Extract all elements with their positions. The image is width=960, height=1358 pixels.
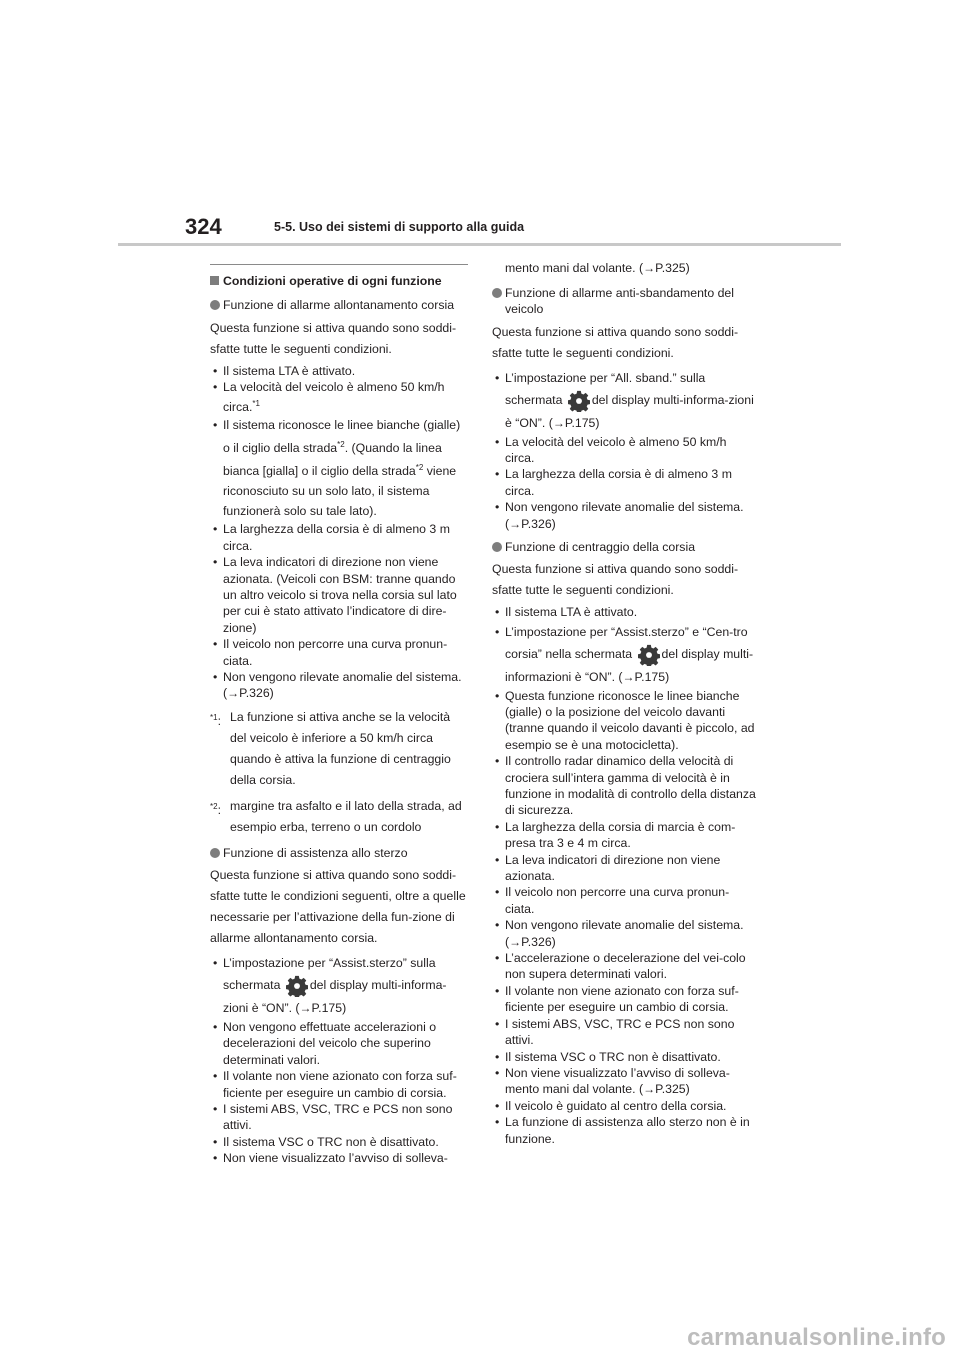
list-item: • La larghezza della corsia è di almeno 3 m circa. [213, 522, 450, 553]
list-item: • Il veicolo non percorre una curva pronun-ciata. [495, 885, 730, 916]
square-bullet-icon [210, 276, 219, 285]
list-item: • Non viene visualizzato l’avviso di solleva- [213, 1151, 448, 1166]
list-item-continued: mento mani dal volante. (→P.325) [505, 261, 690, 275]
gear-icon [638, 644, 660, 666]
list-item: • Il controllo radar dinamico della velocità di crociera sull’intera gamma di velocità è in funzione in modalità di controllo della distanza di sicurezza. [495, 754, 756, 818]
list-item: • L’accelerazione o decelerazione del vei-colo non supera determinati valori. [495, 951, 746, 982]
list-item: • Non viene visualizzato l’avviso di solleva-mento mani dal volante. (→P.325) [495, 1065, 730, 1097]
list-item: • Non vengono rilevate anomalie del sistema. (→P.326) [495, 500, 744, 531]
list-item: • La funzione di assistenza allo sterzo non è in funzione. [495, 1115, 750, 1146]
footnote-2: $^{*2}$: margine tra asfalto e il lato della strada, ad esempio erba, terreno o un cordolo [210, 798, 462, 834]
gear-icon [568, 390, 590, 412]
list-item: • Il sistema VSC o TRC non è disattivato. [213, 1134, 439, 1149]
list-item: • La larghezza della corsia è di almeno 3 m circa. [495, 467, 732, 498]
list-item: • Il sistema VSC o TRC non è disattivato. [495, 1049, 721, 1064]
list-item: • Non vengono rilevate anomalie del sistema. (→P.326) [213, 669, 462, 701]
centering-intro: Questa funzione si attiva quando sono soddi-sfatte tutte le seguenti condizioni. [492, 562, 739, 598]
lda-subheading: Funzione di allarme allontanamento corsia [210, 297, 468, 313]
circle-bullet-icon [492, 288, 502, 298]
section-title: 5-5. Uso dei sistemi di supporto alla guida [274, 220, 525, 234]
list-item: • La leva indicatori di direzione non viene azionata. [495, 852, 721, 884]
circle-bullet-icon [210, 300, 220, 310]
page-number: 324 [185, 214, 222, 239]
gear-icon [286, 975, 308, 997]
list-item: • I sistemi ABS, VSC, TRC e PCS non sono attivi. [495, 1016, 735, 1048]
list-item: • La velocità del veicolo è almeno 50 km/h circa. [495, 434, 727, 465]
list-item: • Il veicolo non percorre una curva pronun-ciata. [213, 637, 448, 668]
list-item: • I sistemi ABS, VSC, TRC e PCS non sono attivi. [213, 1101, 453, 1133]
list-item: • Non vengono rilevate anomalie del sistema. (→P.326) [495, 918, 744, 949]
list-item: • La leva indicatori di direzione non viene azionata. (Veicoli con BSM: tranne quando un altro veicolo si trova nella corsia sul lato per cui è stato attivato l’indicatore di dire-zione) [213, 555, 457, 635]
list-item: • Il volante non viene azionato con forza suf-ficiente per eseguire un cambio di corsia. [213, 1069, 457, 1100]
list-item: • Il sistema riconosce le linee bianche (gialle) o il ciglio della strada$^{*2}$. (Quando la linea bianca [gialla] o il ciglio della strada$^{*2}$ viene riconosciuto su un solo lato, il sistema funzionerà solo su tale lato). [213, 418, 461, 519]
list-item: • L’impostazione per “All. sband.” sulla schermata del display multi-informa-zioni è “ON”. (→P.175) [495, 370, 754, 430]
watermark: carmanualsonline.info [687, 1324, 946, 1351]
list-item: • Il sistema LTA è attivato. [495, 605, 638, 620]
list-item: • La velocità del veicolo è almeno 50 km/h circa.$^{*1}$ [213, 380, 445, 414]
list-item: • Il volante non viene azionato con forza suf-ficiente per eseguire un cambio di corsia. [495, 983, 739, 1015]
footnote-1: $^{*1}$: La funzione si attiva anche se la velocità del veicolo è inferiore a 50 km/h circa quando è attiva la funzione di centraggio della corsia. [210, 709, 451, 787]
list-item: • L’impostazione per “Assist.sterzo” sulla schermata del display multi-informa-zioni è “ON”. (→P.175) [213, 956, 447, 1015]
list-item: • Il sistema LTA è attivato. [213, 363, 356, 378]
right-column [492, 258, 757, 1147]
circle-bullet-icon [492, 542, 502, 552]
steering-intro: Questa funzione si attiva quando sono soddi-sfatte tutte le condizioni seguenti, oltre a quelle necessarie per l’attivazione della fun-zione di allarme allontanamento corsia. [210, 868, 466, 946]
list-item: • Non vengono effettuate accelerazioni o decelerazioni del veicolo che superino determinati valori. [213, 1019, 437, 1067]
sway-subheading: Funzione di allarme anti-sbandamento del veicolo [492, 285, 757, 318]
lda-intro: Questa funzione si attiva quando sono soddi-sfatte tutte le seguenti condizioni. [210, 320, 457, 356]
list-item: • Il veicolo è guidato al centro della corsia. [495, 1098, 727, 1113]
circle-bullet-icon [210, 848, 220, 858]
sway-intro: Questa funzione si attiva quando sono soddi-sfatte tutte le seguenti condizioni. [492, 324, 739, 360]
steering-subheading: Funzione di assistenza allo sterzo [210, 845, 468, 861]
list-item: • La larghezza della corsia di marcia è com-presa tra 3 e 4 m circa. [495, 819, 736, 851]
left-column [210, 264, 468, 1167]
conditions-heading: Condizioni operative di ogni funzione [210, 273, 468, 289]
list-item: • L’impostazione per “Assist.sterzo” e “Cen-tro corsia” nella schermata del display multi-informazioni è “ON”. (→P.175) [495, 624, 754, 684]
centering-subheading: Funzione di centraggio della corsia [492, 539, 757, 555]
header-rule [118, 243, 841, 246]
list-item: • Questa funzione riconosce le linee bianche (gialle) o la posizione del veicolo davanti (tranne quando il veicolo davanti è piccolo, ad esempio se è una motocicletta). [495, 688, 755, 752]
